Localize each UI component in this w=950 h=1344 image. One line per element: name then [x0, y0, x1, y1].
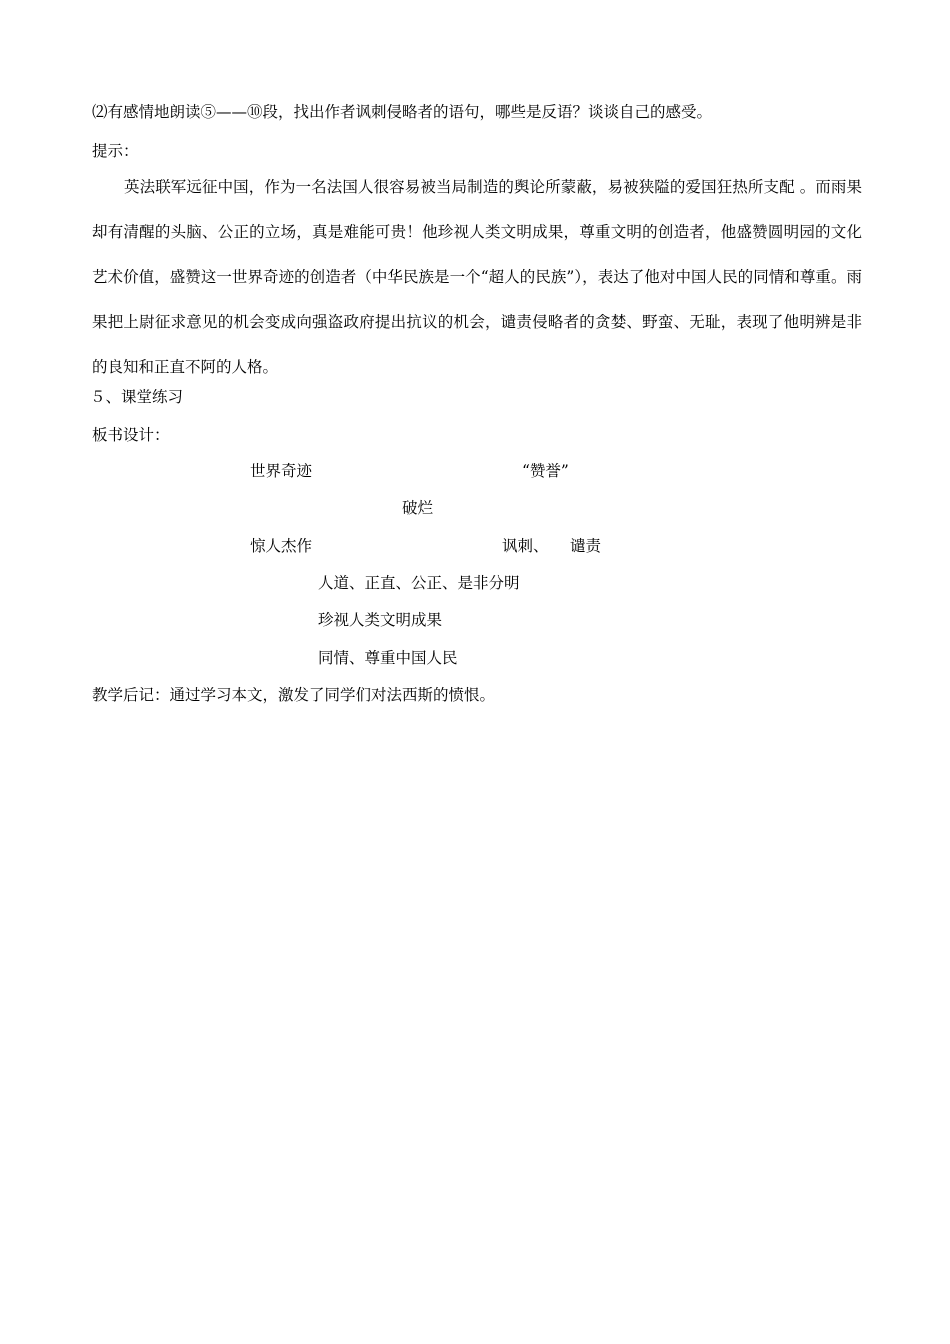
hint-label: 提示：	[92, 142, 139, 160]
section-5-heading: ５、课堂练习	[90, 388, 184, 406]
board-masterpiece: 惊人杰作	[250, 537, 313, 555]
board-sympathy: 同情、尊重中国人民	[318, 649, 458, 667]
hint-paragraph: 英法联军远征中国，作为一名法国人很容易被当局制造的舆论所蒙蔽，易被狭隘的爱国狂热所支配 。而雨果却有清醒的头脑、公正的立场，真是难能可贵！他珍视人类文明成果，尊重文明的创造者，他盛赞圆明园的文化艺术价值，盛赞这一世界奇迹的创造者（中华民族是一个“超人的民族”），表达了他对中国人民的同情和尊重。雨果把上尉征求意见的机会变成向强盗政府提出抗议的机会，谴责侵略者的贪婪、野蛮、无耻，表现了他明辨是非的良知和正直不阿的人格。	[92, 178, 862, 376]
board-condemn: 谴责	[570, 537, 602, 555]
board-ruin: 破烂	[402, 499, 434, 517]
board-world-wonder: 世界奇迹	[250, 462, 313, 480]
board-praise: “赞誉”	[522, 462, 569, 480]
teaching-postscript: 教学后记：通过学习本文，激发了同学们对法西斯的愤恨。	[92, 686, 496, 704]
board-satire: 讽刺、	[502, 537, 549, 555]
board-cherish: 珍视人类文明成果	[318, 611, 443, 629]
board-design-label: 板书设计：	[92, 426, 170, 444]
question-2: ⑵有感情地朗读⑤——⑩段，找出作者讽刺侵略者的语句，哪些是反语？谈谈自己的感受。	[92, 103, 713, 121]
board-humanity: 人道、正直、公正、是非分明	[318, 574, 520, 592]
